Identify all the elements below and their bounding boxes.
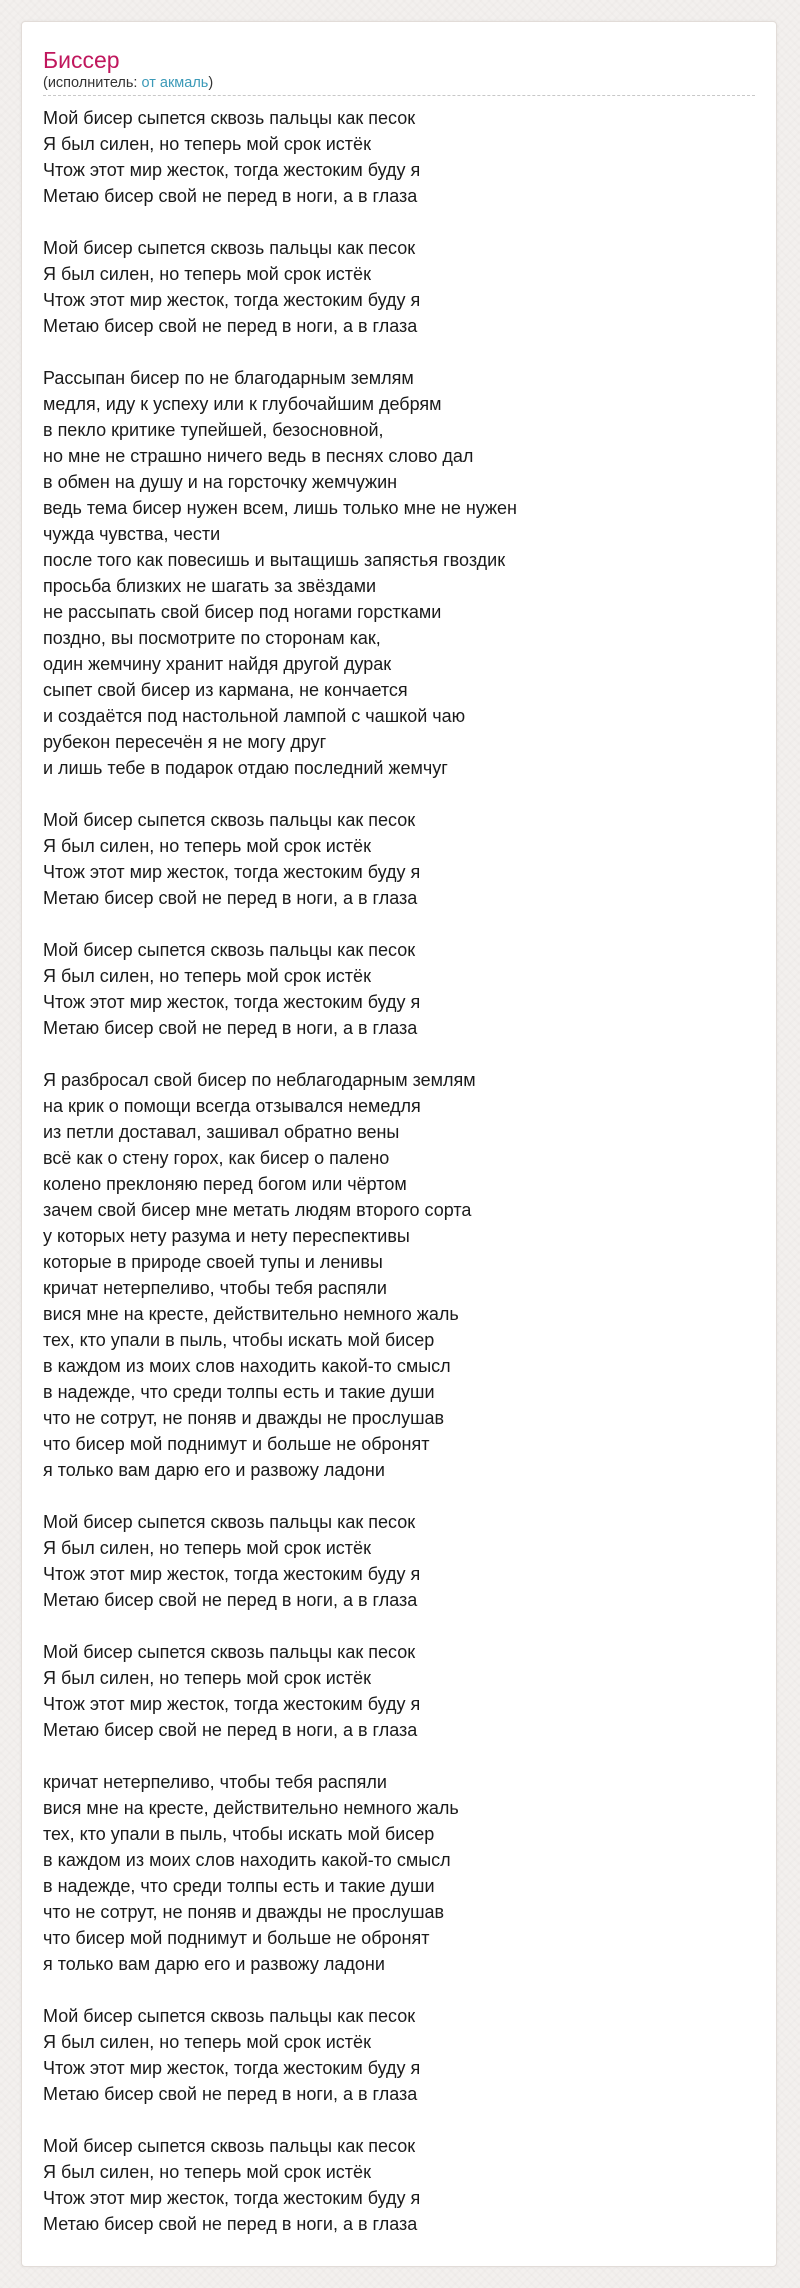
lyric-line: Я был силен, но теперь мой срок истёк bbox=[43, 2162, 371, 2182]
lyrics-stanza bbox=[43, 2133, 755, 2237]
lyric-line: Чтож этот мир жесток, тогда жестоким буду я bbox=[43, 992, 421, 1012]
lyric-line: Чтож этот мир жесток, тогда жестоким буду я bbox=[43, 1694, 421, 1714]
lyrics-stanza bbox=[43, 1509, 755, 1613]
lyric-line: Чтож этот мир жесток, тогда жестоким буду я bbox=[43, 2188, 421, 2208]
lyric-line: которые в природе своей тупы и ленивы bbox=[43, 1252, 383, 1272]
lyric-line: зачем свой бисер мне метать людям второго сорта bbox=[43, 1200, 472, 1220]
lyrics-stanza bbox=[43, 365, 755, 781]
lyric-line: Я был силен, но теперь мой срок истёк bbox=[43, 836, 371, 856]
lyrics-stanza bbox=[43, 2003, 755, 2107]
lyric-line: после того как повесишь и вытащишь запястья гвоздик bbox=[43, 550, 506, 570]
song-title: Биссер bbox=[43, 47, 120, 73]
lyric-line: вися мне на кресте, действительно немного жаль bbox=[43, 1304, 459, 1324]
lyric-line: не рассыпать свой бисер под ногами горстками bbox=[43, 602, 442, 622]
lyric-line: вися мне на кресте, действительно немного жаль bbox=[43, 1798, 459, 1818]
lyrics-stanza bbox=[43, 1769, 755, 1977]
artist-byline bbox=[43, 74, 755, 96]
lyric-line: Я был силен, но теперь мой срок истёк bbox=[43, 966, 371, 986]
lyric-line: медля, иду к успеху или к глубочайшим дебрям bbox=[43, 394, 442, 414]
lyric-line: Я был силен, но теперь мой срок истёк bbox=[43, 2032, 371, 2052]
lyric-line: Чтож этот мир жесток, тогда жестоким буду я bbox=[43, 862, 421, 882]
lyric-line: Мой бисер сыпется сквозь пальцы как песок bbox=[43, 108, 416, 128]
lyrics-stanza bbox=[43, 235, 755, 339]
lyric-line: колено преклоняю перед богом или чёртом bbox=[43, 1174, 407, 1194]
lyric-line: чужда чувства, чести bbox=[43, 524, 221, 544]
lyric-line: Чтож этот мир жесток, тогда жестоким буду я bbox=[43, 1564, 421, 1584]
lyric-line: Я был силен, но теперь мой срок истёк bbox=[43, 1668, 371, 1688]
lyric-line: ведь тема бисер нужен всем, лишь только мне не нужен bbox=[43, 498, 517, 518]
lyric-line: Мой бисер сыпется сквозь пальцы как песок bbox=[43, 1642, 416, 1662]
lyric-line: Метаю бисер свой не перед в ноги, а в глаза bbox=[43, 1590, 418, 1610]
lyric-line: один жемчину хранит найдя другой дурак bbox=[43, 654, 392, 674]
lyrics-stanza bbox=[43, 1639, 755, 1743]
lyric-line: Я был силен, но теперь мой срок истёк bbox=[43, 1538, 371, 1558]
lyric-line: Метаю бисер свой не перед в ноги, а в глаза bbox=[43, 2214, 418, 2234]
lyric-line: Метаю бисер свой не перед в ноги, а в глаза bbox=[43, 316, 418, 336]
lyric-line: Чтож этот мир жесток, тогда жестоким буду я bbox=[43, 290, 421, 310]
lyric-line: на крик о помощи всегда отзывался немедля bbox=[43, 1096, 421, 1116]
lyric-line: кричат нетерпеливо, чтобы тебя распяли bbox=[43, 1278, 387, 1298]
lyric-line: в обмен на душу и на горсточку жемчужин bbox=[43, 472, 398, 492]
lyric-line: в каждом из моих слов находить какой-то смысл bbox=[43, 1850, 451, 1870]
lyric-line: Метаю бисер свой не перед в ноги, а в глаза bbox=[43, 888, 418, 908]
lyric-line: просьба близких не шагать за звёздами bbox=[43, 576, 376, 596]
artist-link[interactable]: от акмаль bbox=[141, 75, 209, 91]
lyric-line: и создаётся под настольной лампой с чашкой чаю bbox=[43, 706, 466, 726]
lyric-line: в надежде, что среди толпы есть и такие души bbox=[43, 1382, 435, 1402]
lyric-line: что бисер мой поднимут и больше не обронят bbox=[43, 1434, 430, 1454]
lyric-line: Метаю бисер свой не перед в ноги, а в глаза bbox=[43, 2084, 418, 2104]
lyric-line: Чтож этот мир жесток, тогда жестоким буду я bbox=[43, 160, 421, 180]
lyrics-stanza bbox=[43, 105, 755, 209]
lyric-line: рубекон пересечён я не могу друг bbox=[43, 732, 327, 752]
lyrics-stanza bbox=[43, 937, 755, 1041]
lyrics-text bbox=[43, 105, 755, 2237]
lyric-line: тех, кто упали в пыль, чтобы искать мой бисер bbox=[43, 1330, 435, 1350]
lyric-line: но мне не страшно ничего ведь в песнях слово дал bbox=[43, 446, 474, 466]
lyric-line: тех, кто упали в пыль, чтобы искать мой бисер bbox=[43, 1824, 435, 1844]
lyric-line: Мой бисер сыпется сквозь пальцы как песок bbox=[43, 940, 416, 960]
lyric-line: Я был силен, но теперь мой срок истёк bbox=[43, 134, 371, 154]
lyric-line: в каждом из моих слов находить какой-то смысл bbox=[43, 1356, 451, 1376]
lyric-line: что бисер мой поднимут и больше не обронят bbox=[43, 1928, 430, 1948]
lyric-line: что не сотрут, не поняв и дважды не прослушав bbox=[43, 1902, 445, 1922]
lyric-line: в пекло критике тупейшей, безосновной, bbox=[43, 420, 384, 440]
lyric-line: Я был силен, но теперь мой срок истёк bbox=[43, 264, 371, 284]
lyric-line: что не сотрут, не поняв и дважды не прослушав bbox=[43, 1408, 445, 1428]
artist-suffix: ) bbox=[208, 75, 214, 91]
artist-prefix: (исполнитель: bbox=[43, 75, 142, 91]
lyric-line: в надежде, что среди толпы есть и такие души bbox=[43, 1876, 435, 1896]
lyric-line: сыпет свой бисер из кармана, не кончается bbox=[43, 680, 408, 700]
lyric-line: у которых нету разума и нету переспективы bbox=[43, 1226, 410, 1246]
lyric-line: Рассыпан бисер по не благодарным землям bbox=[43, 368, 414, 388]
lyric-line: Мой бисер сыпется сквозь пальцы как песок bbox=[43, 1512, 416, 1532]
lyric-line: Метаю бисер свой не перед в ноги, а в глаза bbox=[43, 186, 418, 206]
lyric-line: я только вам дарю его и развожу ладони bbox=[43, 1460, 385, 1480]
lyrics-stanza bbox=[43, 807, 755, 911]
lyric-line: всё как о стену горох, как бисер о палено bbox=[43, 1148, 390, 1168]
lyrics-stanza bbox=[43, 1067, 755, 1483]
lyric-line: из петли доставал, зашивал обратно вены bbox=[43, 1122, 400, 1142]
lyric-line: я только вам дарю его и развожу ладони bbox=[43, 1954, 385, 1974]
lyric-line: Мой бисер сыпется сквозь пальцы как песок bbox=[43, 238, 416, 258]
lyric-line: и лишь тебе в подарок отдаю последний жемчуг bbox=[43, 758, 448, 778]
lyric-line: Метаю бисер свой не перед в ноги, а в глаза bbox=[43, 1720, 418, 1740]
lyric-line: Мой бисер сыпется сквозь пальцы как песок bbox=[43, 810, 416, 830]
lyric-line: Мой бисер сыпется сквозь пальцы как песок bbox=[43, 2006, 416, 2026]
lyric-line: Метаю бисер свой не перед в ноги, а в глаза bbox=[43, 1018, 418, 1038]
lyric-line: кричат нетерпеливо, чтобы тебя распяли bbox=[43, 1772, 387, 1792]
lyric-line: поздно, вы посмотрите по сторонам как, bbox=[43, 628, 381, 648]
lyric-line: Я разбросал свой бисер по неблагодарным землям bbox=[43, 1070, 476, 1090]
lyric-line: Чтож этот мир жесток, тогда жестоким буду я bbox=[43, 2058, 421, 2078]
lyric-line: Мой бисер сыпется сквозь пальцы как песок bbox=[43, 2136, 416, 2156]
lyrics-card bbox=[21, 21, 777, 2267]
